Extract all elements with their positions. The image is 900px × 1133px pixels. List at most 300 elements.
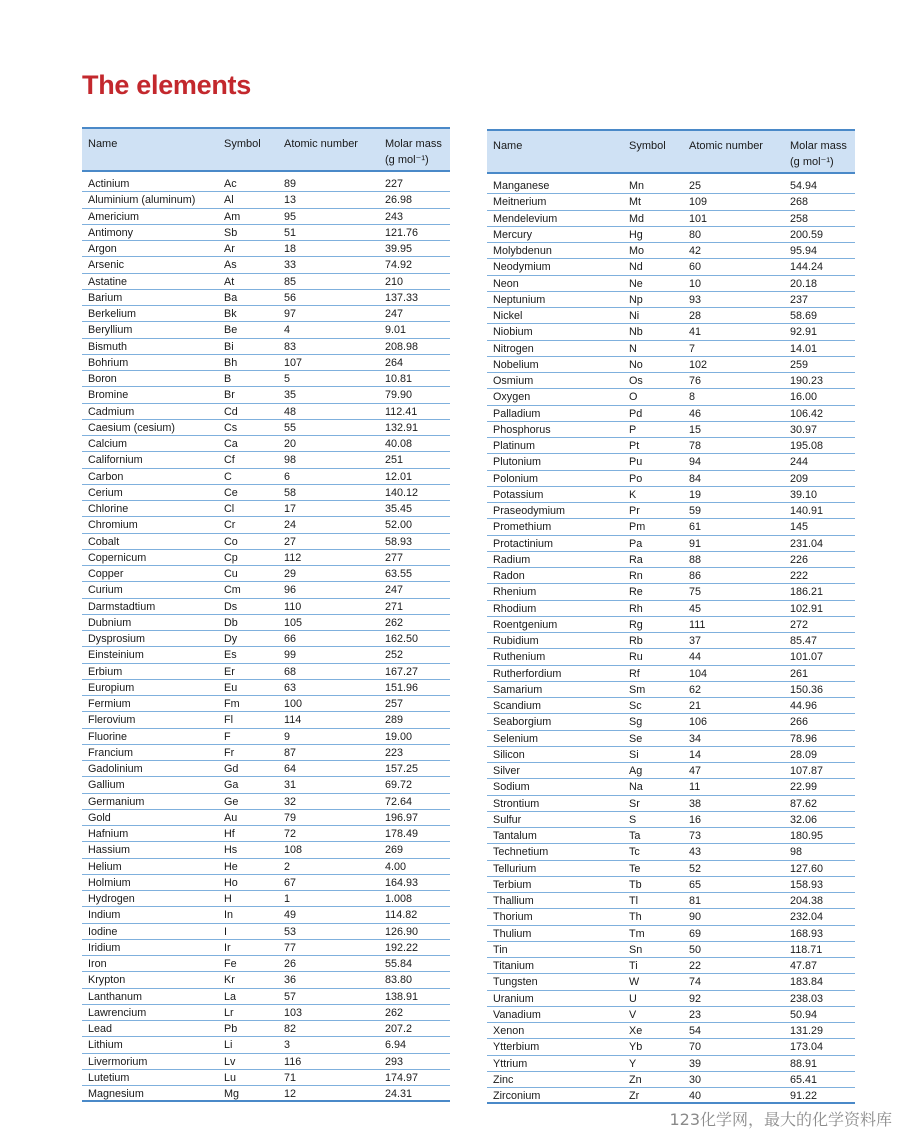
element-name: Rhodium bbox=[493, 602, 537, 615]
table-row bbox=[82, 241, 450, 257]
molar-mass: 88.91 bbox=[790, 1057, 818, 1070]
element-symbol: V bbox=[629, 1008, 637, 1021]
table-row bbox=[82, 599, 450, 615]
table-row bbox=[82, 274, 450, 290]
molar-mass: 264 bbox=[385, 356, 404, 369]
element-symbol: Ir bbox=[224, 941, 231, 954]
header-name: Name bbox=[493, 140, 523, 152]
element-name: Indium bbox=[88, 909, 121, 922]
table-row bbox=[82, 989, 450, 1005]
element-name: Mercury bbox=[493, 228, 532, 241]
atomic-number: 20 bbox=[284, 438, 297, 450]
atomic-number: 114 bbox=[284, 714, 302, 727]
molar-mass: 173.04 bbox=[790, 1041, 824, 1054]
table-row bbox=[487, 926, 855, 942]
element-name: Argon bbox=[88, 243, 117, 255]
molar-mass: 238.03 bbox=[790, 992, 824, 1005]
element-symbol: Ru bbox=[629, 651, 643, 664]
table-row bbox=[487, 1072, 855, 1088]
element-symbol: Ne bbox=[629, 277, 643, 290]
table-row bbox=[82, 469, 450, 485]
atomic-number: 41 bbox=[689, 326, 702, 339]
element-symbol: Tm bbox=[629, 927, 645, 940]
element-name: Promethium bbox=[493, 521, 552, 534]
atomic-number: 98 bbox=[284, 454, 297, 467]
element-symbol: Bk bbox=[224, 308, 237, 320]
element-name: Curium bbox=[88, 584, 123, 597]
molar-mass: 14.01 bbox=[790, 342, 818, 355]
element-symbol: Mo bbox=[629, 245, 644, 257]
molar-mass: 237 bbox=[790, 293, 809, 306]
atomic-number: 78 bbox=[689, 440, 702, 452]
element-name: Hassium bbox=[88, 844, 130, 857]
table-row bbox=[487, 617, 855, 633]
table-body bbox=[82, 176, 450, 1102]
element-name: Tungsten bbox=[493, 976, 538, 989]
table-body bbox=[487, 178, 855, 1104]
molar-mass: 226 bbox=[790, 553, 809, 566]
element-name: Lutetium bbox=[88, 1071, 130, 1084]
element-symbol: Sg bbox=[629, 716, 643, 729]
atomic-number: 42 bbox=[689, 245, 702, 257]
table-row bbox=[82, 192, 450, 208]
table-row bbox=[487, 178, 855, 194]
element-name: Copper bbox=[88, 568, 124, 580]
element-symbol: Zn bbox=[629, 1073, 642, 1086]
atomic-number: 85 bbox=[284, 275, 297, 288]
molar-mass: 121.76 bbox=[385, 226, 419, 239]
table-row bbox=[487, 1007, 855, 1023]
atomic-number: 92 bbox=[689, 992, 702, 1005]
molar-mass: 19.00 bbox=[385, 730, 413, 743]
atomic-number: 69 bbox=[689, 927, 702, 940]
element-name: Lead bbox=[88, 1023, 113, 1035]
atomic-number: 84 bbox=[689, 472, 702, 485]
atomic-number: 1 bbox=[284, 893, 291, 905]
element-name: Silicon bbox=[493, 748, 525, 761]
atomic-number: 80 bbox=[689, 228, 702, 241]
element-symbol: Cr bbox=[224, 519, 236, 532]
atomic-number: 14 bbox=[689, 748, 702, 761]
element-name: Arsenic bbox=[88, 259, 125, 272]
atomic-number: 108 bbox=[284, 844, 303, 857]
header-atomic-number: Atomic number bbox=[689, 140, 763, 152]
molar-mass: 196.97 bbox=[385, 811, 419, 824]
molar-mass: 28.09 bbox=[790, 748, 818, 761]
element-name: Tantalum bbox=[493, 830, 537, 842]
molar-mass: 190.23 bbox=[790, 375, 824, 387]
molar-mass: 257 bbox=[385, 698, 404, 710]
element-symbol: Xe bbox=[629, 1025, 643, 1037]
atomic-number: 55 bbox=[284, 421, 297, 434]
element-name: Nitrogen bbox=[493, 342, 534, 355]
element-name: Neon bbox=[493, 277, 519, 290]
table-row bbox=[487, 763, 855, 779]
molar-mass: 10.81 bbox=[385, 373, 413, 385]
header-molar-mass: Molar mass (g mol⁻¹) bbox=[385, 138, 442, 166]
atomic-number: 56 bbox=[284, 291, 297, 304]
table-row bbox=[487, 1056, 855, 1072]
atomic-number: 70 bbox=[689, 1041, 702, 1054]
element-symbol: Cl bbox=[224, 503, 235, 515]
element-name: Rutherfordium bbox=[493, 667, 562, 680]
table-row bbox=[487, 942, 855, 958]
element-name: Radon bbox=[493, 570, 525, 582]
element-name: Hydrogen bbox=[88, 893, 135, 905]
element-name: Helium bbox=[88, 860, 122, 873]
element-name: Thulium bbox=[493, 927, 532, 940]
atomic-number: 4 bbox=[284, 324, 291, 337]
table-row bbox=[82, 826, 450, 842]
element-symbol: Ac bbox=[224, 178, 237, 190]
table-row bbox=[487, 519, 855, 535]
table-row bbox=[82, 339, 450, 355]
element-symbol: Mg bbox=[224, 1088, 239, 1100]
table-row bbox=[487, 974, 855, 990]
molar-mass: 24.31 bbox=[385, 1088, 413, 1100]
atomic-number: 43 bbox=[689, 846, 702, 859]
molar-mass: 247 bbox=[385, 308, 404, 320]
molar-mass: 58.93 bbox=[385, 535, 413, 548]
element-name: Thallium bbox=[493, 895, 534, 907]
atomic-number: 9 bbox=[284, 730, 291, 743]
element-name: Chromium bbox=[88, 519, 138, 532]
table-row bbox=[487, 276, 855, 292]
table-row bbox=[82, 225, 450, 241]
atomic-number: 79 bbox=[284, 811, 297, 824]
molar-mass: 65.41 bbox=[790, 1073, 818, 1086]
molar-mass: 91.22 bbox=[790, 1090, 818, 1102]
element-symbol: Li bbox=[224, 1039, 233, 1052]
table-row bbox=[487, 698, 855, 714]
molar-mass: 222 bbox=[790, 570, 809, 582]
element-symbol: Cs bbox=[224, 421, 238, 434]
molar-mass: 12.01 bbox=[385, 470, 413, 483]
element-symbol: Ds bbox=[224, 600, 238, 613]
atomic-number: 83 bbox=[284, 340, 297, 353]
table-row bbox=[82, 664, 450, 680]
atomic-number: 8 bbox=[689, 391, 696, 404]
molar-mass: 131.29 bbox=[790, 1025, 824, 1037]
table-row bbox=[82, 907, 450, 923]
element-symbol: Th bbox=[629, 911, 642, 924]
atomic-number: 10 bbox=[689, 277, 702, 290]
elements-table-right bbox=[487, 129, 855, 1104]
element-symbol: Ag bbox=[629, 765, 643, 777]
element-symbol: Hg bbox=[629, 228, 643, 241]
atomic-number: 25 bbox=[689, 180, 702, 192]
element-name: Neptunium bbox=[493, 293, 546, 306]
element-symbol: Rb bbox=[629, 635, 643, 647]
molar-mass: 1.008 bbox=[385, 893, 413, 905]
element-symbol: Db bbox=[224, 616, 238, 629]
molar-mass: 151.96 bbox=[385, 681, 419, 694]
element-symbol: Bh bbox=[224, 356, 238, 369]
element-name: Darmstadtium bbox=[88, 600, 156, 613]
atomic-number: 11 bbox=[689, 781, 701, 794]
element-name: Technetium bbox=[493, 846, 549, 859]
table-row bbox=[487, 844, 855, 860]
table-row bbox=[487, 292, 855, 308]
element-symbol: Ar bbox=[224, 243, 235, 255]
element-symbol: P bbox=[629, 423, 637, 436]
element-symbol: B bbox=[224, 373, 232, 385]
molar-mass: 244 bbox=[790, 456, 809, 469]
element-symbol: Al bbox=[224, 194, 234, 207]
molar-mass: 231.04 bbox=[790, 537, 824, 550]
element-symbol: Am bbox=[224, 210, 241, 223]
molar-mass: 126.90 bbox=[385, 925, 419, 938]
molar-mass: 164.93 bbox=[385, 876, 419, 889]
element-name: Antimony bbox=[88, 226, 134, 239]
header-symbol: Symbol bbox=[629, 140, 666, 152]
element-name: Krypton bbox=[88, 974, 126, 987]
molar-mass: 92.91 bbox=[790, 326, 818, 339]
element-symbol: Pu bbox=[629, 456, 643, 469]
atomic-number: 28 bbox=[689, 310, 702, 322]
molar-mass: 132.91 bbox=[385, 421, 419, 434]
table-row bbox=[487, 406, 855, 422]
element-name: Hafnium bbox=[88, 828, 129, 840]
atomic-number: 29 bbox=[284, 568, 297, 580]
element-name: Dysprosium bbox=[88, 633, 145, 645]
element-name: Germanium bbox=[88, 795, 145, 808]
molar-mass: 16.00 bbox=[790, 391, 818, 404]
molar-mass: 144.24 bbox=[790, 261, 824, 274]
atomic-number: 32 bbox=[284, 795, 297, 808]
atomic-number: 95 bbox=[284, 210, 297, 223]
element-symbol: Fl bbox=[224, 714, 233, 727]
table-row bbox=[487, 243, 855, 259]
element-name: Flerovium bbox=[88, 714, 136, 727]
atomic-number: 93 bbox=[689, 293, 702, 306]
atomic-number: 27 bbox=[284, 535, 297, 548]
table-row bbox=[82, 777, 450, 793]
table-row bbox=[82, 371, 450, 387]
element-symbol: Dy bbox=[224, 633, 238, 645]
molar-mass: 272 bbox=[790, 618, 809, 631]
element-name: Zinc bbox=[493, 1073, 514, 1086]
atomic-number: 100 bbox=[284, 698, 303, 710]
atomic-number: 81 bbox=[689, 895, 702, 907]
table-row bbox=[487, 779, 855, 795]
atomic-number: 38 bbox=[689, 797, 702, 810]
molar-mass: 167.27 bbox=[385, 665, 419, 678]
element-symbol: Pt bbox=[629, 440, 640, 452]
element-symbol: I bbox=[224, 925, 227, 938]
atomic-number: 77 bbox=[284, 941, 297, 954]
element-name: Tin bbox=[493, 943, 508, 956]
atomic-number: 48 bbox=[284, 405, 297, 418]
header-symbol: Symbol bbox=[224, 138, 261, 150]
molar-mass: 259 bbox=[790, 358, 809, 371]
molar-mass: 69.72 bbox=[385, 779, 413, 792]
element-symbol: U bbox=[629, 992, 637, 1005]
atomic-number: 21 bbox=[689, 700, 702, 712]
atomic-number: 60 bbox=[689, 261, 702, 274]
atomic-number: 86 bbox=[689, 570, 702, 582]
molar-mass: 114.82 bbox=[385, 909, 418, 922]
table-row bbox=[82, 956, 450, 972]
table-row bbox=[487, 194, 855, 210]
element-name: Palladium bbox=[493, 407, 541, 420]
element-symbol: Au bbox=[224, 811, 238, 824]
table-row bbox=[487, 341, 855, 357]
atomic-number: 88 bbox=[689, 553, 702, 566]
element-name: Phosphorus bbox=[493, 423, 551, 436]
element-name: Protactinium bbox=[493, 537, 554, 550]
element-symbol: Ca bbox=[224, 438, 238, 450]
molar-mass: 262 bbox=[385, 616, 404, 629]
element-name: Carbon bbox=[88, 470, 124, 483]
molar-mass: 35.45 bbox=[385, 503, 413, 515]
table-row bbox=[82, 1070, 450, 1086]
atomic-number: 64 bbox=[284, 763, 297, 775]
element-name: Platinum bbox=[493, 440, 536, 452]
atomic-number: 53 bbox=[284, 925, 297, 938]
molar-mass: 252 bbox=[385, 649, 404, 662]
header-name: Name bbox=[88, 138, 118, 150]
element-symbol: Po bbox=[629, 472, 643, 485]
element-name: Rhenium bbox=[493, 586, 537, 599]
atomic-number: 19 bbox=[689, 488, 702, 501]
atomic-number: 22 bbox=[689, 960, 702, 972]
atomic-number: 62 bbox=[689, 683, 702, 696]
element-symbol: Np bbox=[629, 293, 643, 306]
atomic-number: 111 bbox=[689, 618, 706, 631]
table-row bbox=[487, 601, 855, 617]
table-row bbox=[82, 680, 450, 696]
element-symbol: Os bbox=[629, 375, 643, 387]
table-row bbox=[487, 487, 855, 503]
table-row bbox=[82, 631, 450, 647]
element-symbol: Tc bbox=[629, 846, 640, 859]
table-row bbox=[487, 568, 855, 584]
molar-mass: 150.36 bbox=[790, 683, 824, 696]
table-row bbox=[487, 649, 855, 665]
element-symbol: Ba bbox=[224, 291, 238, 304]
element-name: Seaborgium bbox=[493, 716, 552, 729]
molar-mass: 200.59 bbox=[790, 228, 824, 241]
molar-mass: 50.94 bbox=[790, 1008, 818, 1021]
table-row bbox=[487, 373, 855, 389]
element-name: Vanadium bbox=[493, 1008, 541, 1021]
atomic-number: 101 bbox=[689, 212, 708, 225]
element-symbol: Ge bbox=[224, 795, 239, 808]
table-row bbox=[82, 810, 450, 826]
element-symbol: La bbox=[224, 990, 237, 1003]
element-name: Osmium bbox=[493, 375, 534, 387]
element-symbol: Pr bbox=[629, 505, 640, 517]
atomic-number: 45 bbox=[689, 602, 702, 615]
element-symbol: In bbox=[224, 909, 234, 922]
element-symbol: Br bbox=[224, 389, 235, 402]
atomic-number: 103 bbox=[284, 1006, 303, 1019]
element-symbol: Er bbox=[224, 665, 235, 678]
element-name: Cobalt bbox=[88, 535, 120, 548]
element-symbol: Cu bbox=[224, 568, 238, 580]
atomic-number: 35 bbox=[284, 389, 297, 402]
element-symbol: Ti bbox=[629, 960, 638, 972]
atomic-number: 6 bbox=[284, 470, 291, 483]
element-symbol: K bbox=[629, 488, 637, 501]
table-row bbox=[487, 308, 855, 324]
molar-mass: 209 bbox=[790, 472, 809, 485]
element-name: Aluminium (aluminum) bbox=[88, 194, 196, 207]
element-symbol: Cd bbox=[224, 405, 238, 418]
table-row bbox=[487, 422, 855, 438]
element-symbol: Te bbox=[629, 862, 641, 875]
element-name: Chlorine bbox=[88, 503, 129, 515]
atomic-number: 104 bbox=[689, 667, 708, 680]
element-symbol: Ho bbox=[224, 876, 238, 889]
table-row bbox=[487, 227, 855, 243]
table-row bbox=[82, 485, 450, 501]
atomic-number: 74 bbox=[689, 976, 702, 989]
header-molar-mass: Molar mass (g mol⁻¹) bbox=[790, 140, 847, 168]
element-name: Gold bbox=[88, 811, 111, 824]
watermark-text: 123化学网，最大的化学资料库 bbox=[669, 1110, 892, 1129]
atomic-number: 40 bbox=[689, 1090, 702, 1102]
atomic-number: 94 bbox=[689, 456, 702, 469]
table-header bbox=[487, 129, 855, 174]
element-name: Xenon bbox=[493, 1025, 525, 1037]
element-name: Radium bbox=[493, 553, 531, 566]
table-row bbox=[82, 209, 450, 225]
atomic-number: 51 bbox=[284, 226, 297, 239]
element-name: Gallium bbox=[88, 779, 125, 792]
molar-mass: 40.08 bbox=[385, 438, 413, 450]
element-name: Tellurium bbox=[493, 862, 537, 875]
element-name: Cadmium bbox=[88, 405, 135, 418]
element-symbol: Re bbox=[629, 586, 643, 599]
atomic-number: 13 bbox=[284, 194, 297, 207]
element-symbol: S bbox=[629, 813, 637, 826]
atomic-number: 57 bbox=[284, 990, 297, 1003]
molar-mass: 210 bbox=[385, 275, 404, 288]
table-row bbox=[82, 794, 450, 810]
table-row bbox=[487, 893, 855, 909]
element-symbol: Ra bbox=[629, 553, 643, 566]
table-row bbox=[82, 696, 450, 712]
element-symbol: Kr bbox=[224, 974, 235, 987]
element-symbol: Eu bbox=[224, 681, 238, 694]
element-name: Plutonium bbox=[493, 456, 542, 469]
molar-mass: 251 bbox=[385, 454, 404, 467]
element-name: Einsteinium bbox=[88, 649, 144, 662]
element-name: Lawrencium bbox=[88, 1006, 147, 1019]
molar-mass: 72.64 bbox=[385, 795, 413, 808]
element-symbol: Ni bbox=[629, 310, 640, 322]
element-name: Astatine bbox=[88, 275, 128, 288]
element-name: Strontium bbox=[493, 797, 540, 810]
molar-mass: 101.07 bbox=[790, 651, 824, 664]
element-name: Praseodymium bbox=[493, 505, 566, 517]
table-row bbox=[82, 859, 450, 875]
table-row bbox=[82, 891, 450, 907]
atomic-number: 54 bbox=[689, 1025, 702, 1037]
element-name: Copernicum bbox=[88, 551, 147, 564]
table-row bbox=[82, 566, 450, 582]
atomic-number: 30 bbox=[689, 1073, 702, 1086]
molar-mass: 186.21 bbox=[790, 586, 824, 599]
element-name: Neodymium bbox=[493, 261, 551, 274]
element-name: Bohrium bbox=[88, 356, 129, 369]
molar-mass: 44.96 bbox=[790, 700, 818, 712]
element-name: Iron bbox=[88, 958, 107, 970]
element-symbol: Mt bbox=[629, 196, 641, 209]
table-row bbox=[487, 552, 855, 568]
